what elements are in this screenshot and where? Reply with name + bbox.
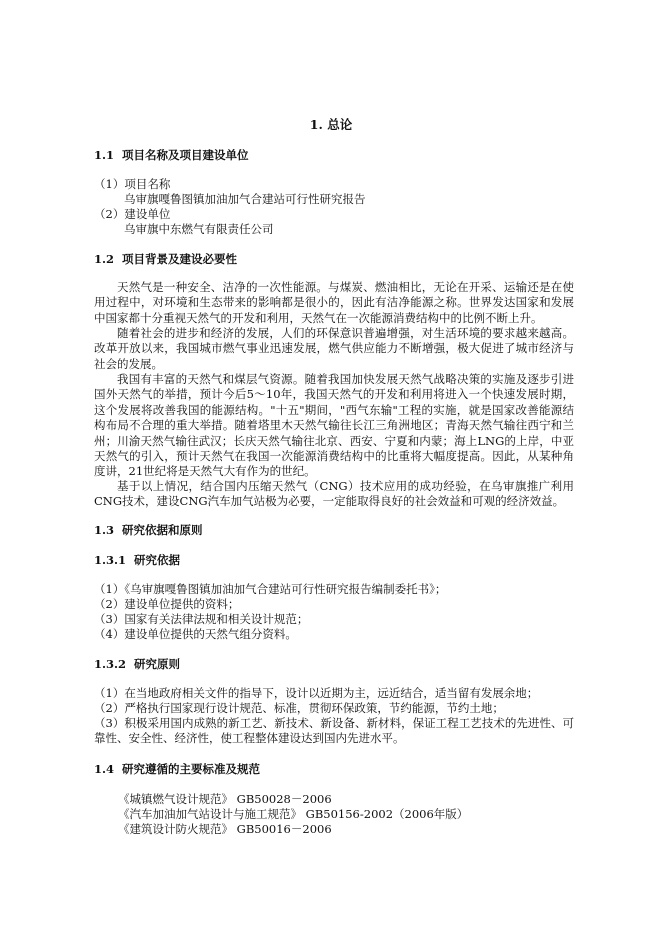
subsection-title: 研究原则 — [134, 657, 181, 671]
background-paragraph-3: 我国有丰富的天然气和煤层气资源。随着我国加快发展天然气战略决策的实施及逐步引进国外天然气的举措，预计今后5～10年，我国天然气的开发和利用将进入一个快速发展时期，这个发展将改善我国的能源结构。"十五"期间，"西气东输"工程的实施，就是国家改善能源结构布局不合理的重大举措。随着塔里木天然气输往长江三角洲地区；青海天然气输往西宁和兰州；川渝天然气输往武汉；长庆天然气输往北京、西安、宁夏和内蒙；海上LNG的上岸，中亚天然气的引入，预计天然气在我国一次能源消费结构中的比重将大幅度提高。因此，从某种角度讲，21世纪将是天然气大有作为的世纪。 — [94, 372, 574, 479]
project-name-value: 乌审旗嘎鲁图镇加油加气合建站可行性研究报告 — [124, 192, 366, 206]
section-heading-1-1 — [94, 148, 249, 163]
builder-label: （2）建设单位 — [94, 207, 171, 221]
section-title: 项目背景及建设必要性 — [122, 252, 238, 266]
section-title: 研究遵循的主要标准及规范 — [122, 762, 261, 776]
project-name-label: （1）项目名称 — [94, 177, 171, 191]
basis-item: （1）《乌审旗嘎鲁图镇加油加气合建站可行性研究报告编制委托书》； — [94, 582, 447, 596]
subsection-heading-1-3-1 — [94, 553, 180, 568]
basis-item: （3）国家有关法律法规和相关设计规范； — [94, 612, 309, 626]
standard-item: 《汽车加油加气站设计与施工规范》 GB50156-2002（2006年版） — [118, 807, 469, 821]
section-number: 1.3 — [94, 523, 115, 537]
standard-item: 《城镇燃气设计规范》 GB50028－2006 — [118, 792, 332, 806]
standard-item: 《建筑设计防火规范》 GB50016－2006 — [118, 822, 332, 836]
section-number: 1.1 — [94, 148, 115, 162]
chapter-title: 1. 总论 — [309, 117, 353, 132]
section-title: 研究依据和原则 — [122, 523, 203, 537]
basis-item: （2）建设单位提供的资料； — [94, 597, 240, 611]
subsection-number: 1.3.2 — [94, 657, 127, 671]
section-title: 项目名称及项目建设单位 — [122, 148, 249, 162]
background-paragraph-1: 天然气是一种安全、洁净的一次性能源。与煤炭、燃油相比，无论在开采、运输还是在使用过程中，对环境和生态带来的影响都是很小的，因此有洁净能源之称。世界发达国家和发展中国家都十分重视天然气的开发和利用，天然气在一次能源消费结构中的比例不断上升。 — [94, 280, 574, 325]
basis-item: （4）建设单位提供的天然气组分资料。 — [94, 627, 297, 641]
subsection-title: 研究依据 — [134, 553, 181, 567]
section-number: 1.4 — [94, 762, 115, 776]
principle-item: （1）在当地政府相关文件的指导下，设计以近期为主，远近结合，适当留有发展余地； — [94, 686, 539, 700]
section-heading-1-2 — [94, 252, 237, 267]
background-paragraph-2: 随着社会的进步和经济的发展，人们的环保意识普遍增强，对生活环境的要求越来越高。改革开放以来，我国城市燃气事业迅速发展，燃气供应能力不断增强，极大促进了城市经济与社会的发展。 — [94, 326, 574, 371]
principle-item: （2）严格执行国家现行设计规范、标准，贯彻环保政策，节约能源，节约土地； — [94, 701, 504, 715]
principle-item: （3）积极采用国内成熟的新工艺、新技术、新设备、新材料，保证工程工艺技术的先进性、可靠性、安全性、经济性，使工程整体建设达到国内先进水平。 — [94, 716, 574, 746]
section-heading-1-4 — [94, 762, 260, 777]
builder-value: 乌审旗中东燃气有限责任公司 — [124, 222, 274, 236]
section-number: 1.2 — [94, 252, 115, 266]
subsection-heading-1-3-2 — [94, 657, 180, 672]
subsection-number: 1.3.1 — [94, 553, 127, 567]
section-heading-1-3 — [94, 523, 203, 538]
background-paragraph-4: 基于以上情况，结合国内压缩天然气（CNG）技术应用的成功经验，在乌审旗推广利用CNG技术，建设CNG汽车加气站极为必要，一定能取得良好的社会效益和可观的经济效益。 — [94, 479, 574, 509]
